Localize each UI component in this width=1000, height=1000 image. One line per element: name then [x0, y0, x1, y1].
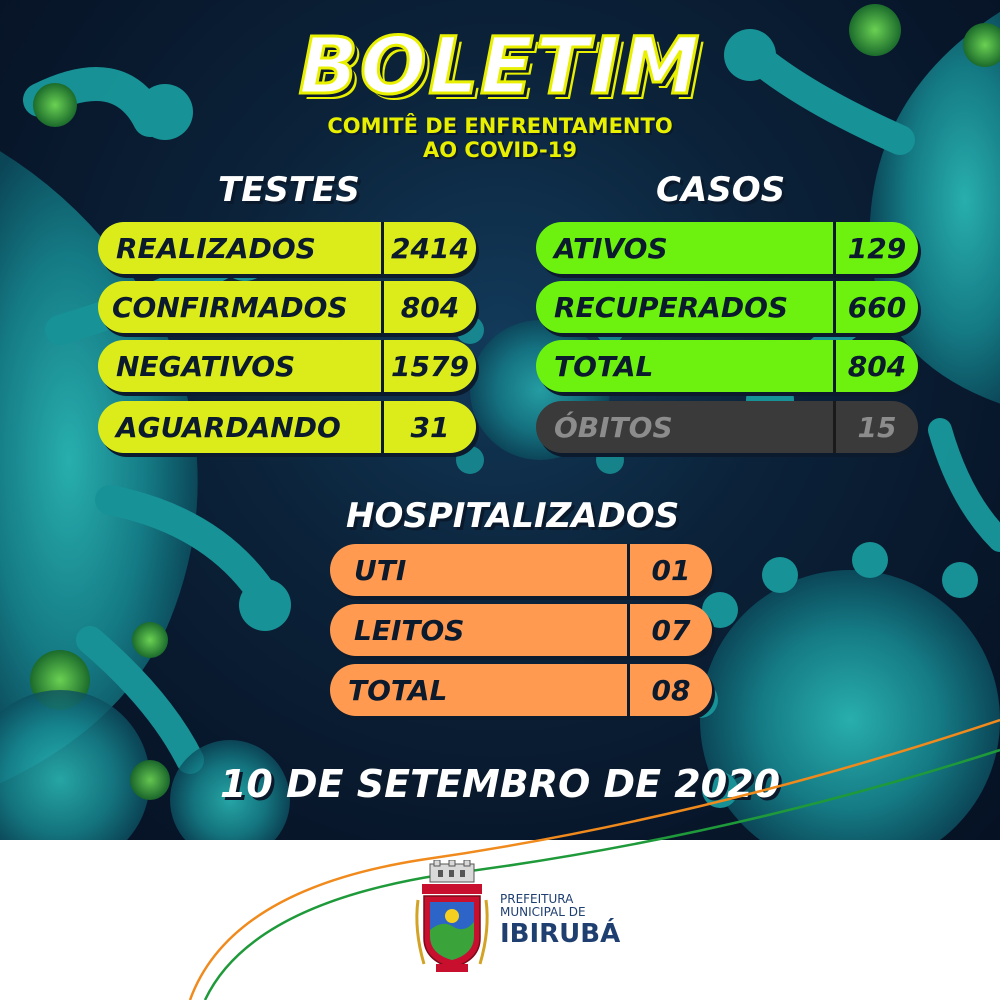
row-label: ÓBITOS [554, 410, 673, 444]
testes-row-realizados [98, 222, 476, 274]
row-label: REALIZADOS [116, 231, 316, 265]
row-value: 804 [400, 290, 460, 324]
casos-row-total [536, 340, 918, 392]
row-value: 08 [651, 673, 691, 707]
row-value: 1579 [391, 349, 469, 383]
bulletin-title: BOLETIM [298, 22, 702, 112]
row-value: 01 [651, 553, 691, 587]
bulletin-date: 10 DE SETEMBRO DE 2020 [219, 762, 781, 806]
brand-city: IBIRUBÁ [500, 919, 621, 949]
brand-line-2: MUNICIPAL DE [500, 905, 586, 919]
row-value: 07 [651, 613, 691, 647]
hospitalizados-title: HOSPITALIZADOS [346, 496, 680, 536]
brand-line-1: PREFEITURA [500, 892, 574, 906]
subtitle-line-1: COMITÊ DE ENFRENTAMENTO [327, 114, 673, 138]
casos-row-ativos [536, 222, 918, 274]
row-value: 31 [410, 410, 450, 444]
row-label: CONFIRMADOS [112, 290, 348, 324]
row-value: 129 [847, 231, 907, 265]
row-label: RECUPERADOS [554, 290, 789, 324]
testes-row-confirmados [98, 281, 476, 333]
row-label: NEGATIVOS [116, 349, 296, 383]
row-label: ATIVOS [554, 231, 668, 265]
testes-row-aguardando [98, 401, 476, 453]
city-crest-icon [412, 860, 492, 980]
subtitle-line-2: AO COVID-19 [423, 138, 577, 162]
testes-title: TESTES [218, 170, 360, 210]
casos-row-recuperados [536, 281, 918, 333]
row-label: TOTAL [554, 349, 654, 383]
prefeitura-brand [500, 893, 620, 949]
row-label: AGUARDANDO [116, 410, 341, 444]
row-label: LEITOS [354, 613, 465, 647]
testes-row-negativos [98, 340, 476, 392]
hospitalizados-row-uti [330, 544, 712, 596]
casos-row-obitos [536, 401, 918, 453]
row-label: TOTAL [348, 673, 448, 707]
row-value: 15 [857, 410, 897, 444]
row-value: 2414 [391, 231, 469, 265]
casos-title: CASOS [656, 170, 786, 210]
decorative-lines [0, 690, 1000, 1000]
row-value: 804 [847, 349, 907, 383]
hospitalizados-row-leitos [330, 604, 712, 656]
row-label: UTI [354, 553, 407, 587]
row-value: 660 [847, 290, 907, 324]
